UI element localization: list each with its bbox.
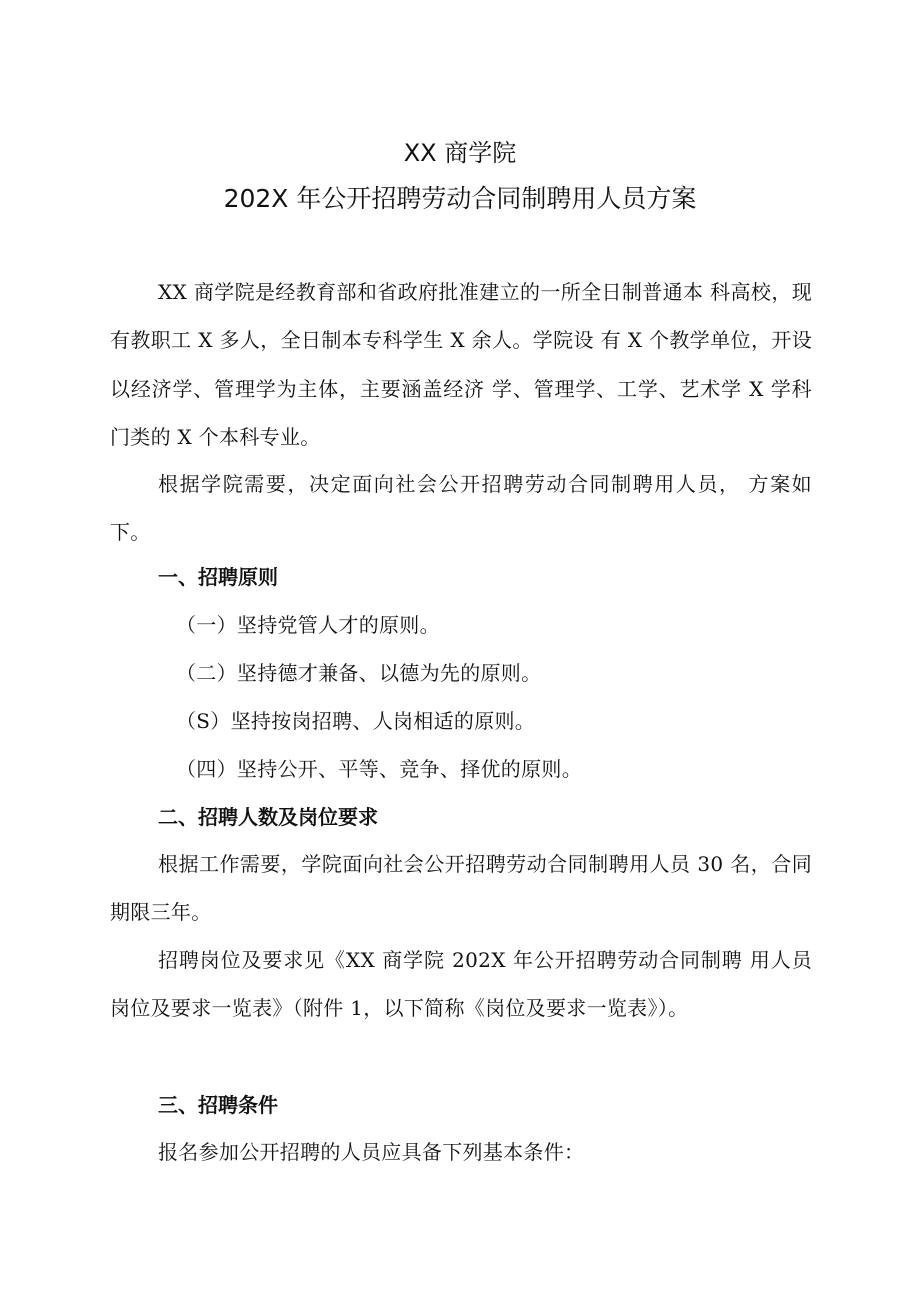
principle-item-2: （二）坚持德才兼备、以德为先的原则。 bbox=[176, 661, 542, 685]
positions-paragraph-table-ref: 招聘岗位及要求见《XX 商学院 202X 年公开招聘劳动合同制聘 用人员岗位及要求一览表》（附件 1，以下简称《岗位及要求一览表》）。 bbox=[110, 948, 812, 1021]
decision-paragraph: 根据学院需要，决定面向社会公开招聘劳动合同制聘用人员， 方案如下。 bbox=[110, 472, 812, 545]
section-heading-conditions: 三、招聘条件 bbox=[158, 1093, 278, 1117]
conditions-paragraph: 报名参加公开招聘的人员应具备下列基本条件： bbox=[158, 1140, 585, 1164]
document-title-institution: XX 商学院 bbox=[403, 139, 517, 167]
section-heading-positions: 二、招聘人数及岗位要求 bbox=[158, 805, 378, 829]
document-title-plan: 202X 年公开招聘劳动合同制聘用人员方案 bbox=[223, 184, 697, 213]
positions-paragraph-count: 根据工作需要，学院面向社会公开招聘劳动合同制聘用人员 30 名，合同期限三年。 bbox=[110, 852, 812, 925]
principle-item-3: （S）坚持按岗招聘、人岗相适的原则。 bbox=[176, 709, 536, 733]
section-heading-principles: 一、招聘原则 bbox=[158, 565, 278, 589]
intro-paragraph: XX 商学院是经教育部和省政府批准建立的一所全日制普通本 科高校，现有教职工 X 多人，全日制本专科学生 X 余人。学院设 有 X 个教学单位，开设以经济学、管理学为主体，主要涵盖经济 学、管理学、工学、艺术学 X 学科门类的 X 个本科专业。 bbox=[110, 280, 812, 450]
principle-item-1: （一）坚持党管人才的原则。 bbox=[176, 613, 440, 637]
principle-item-4: （四）坚持公开、平等、竞争、择优的原则。 bbox=[176, 757, 582, 781]
